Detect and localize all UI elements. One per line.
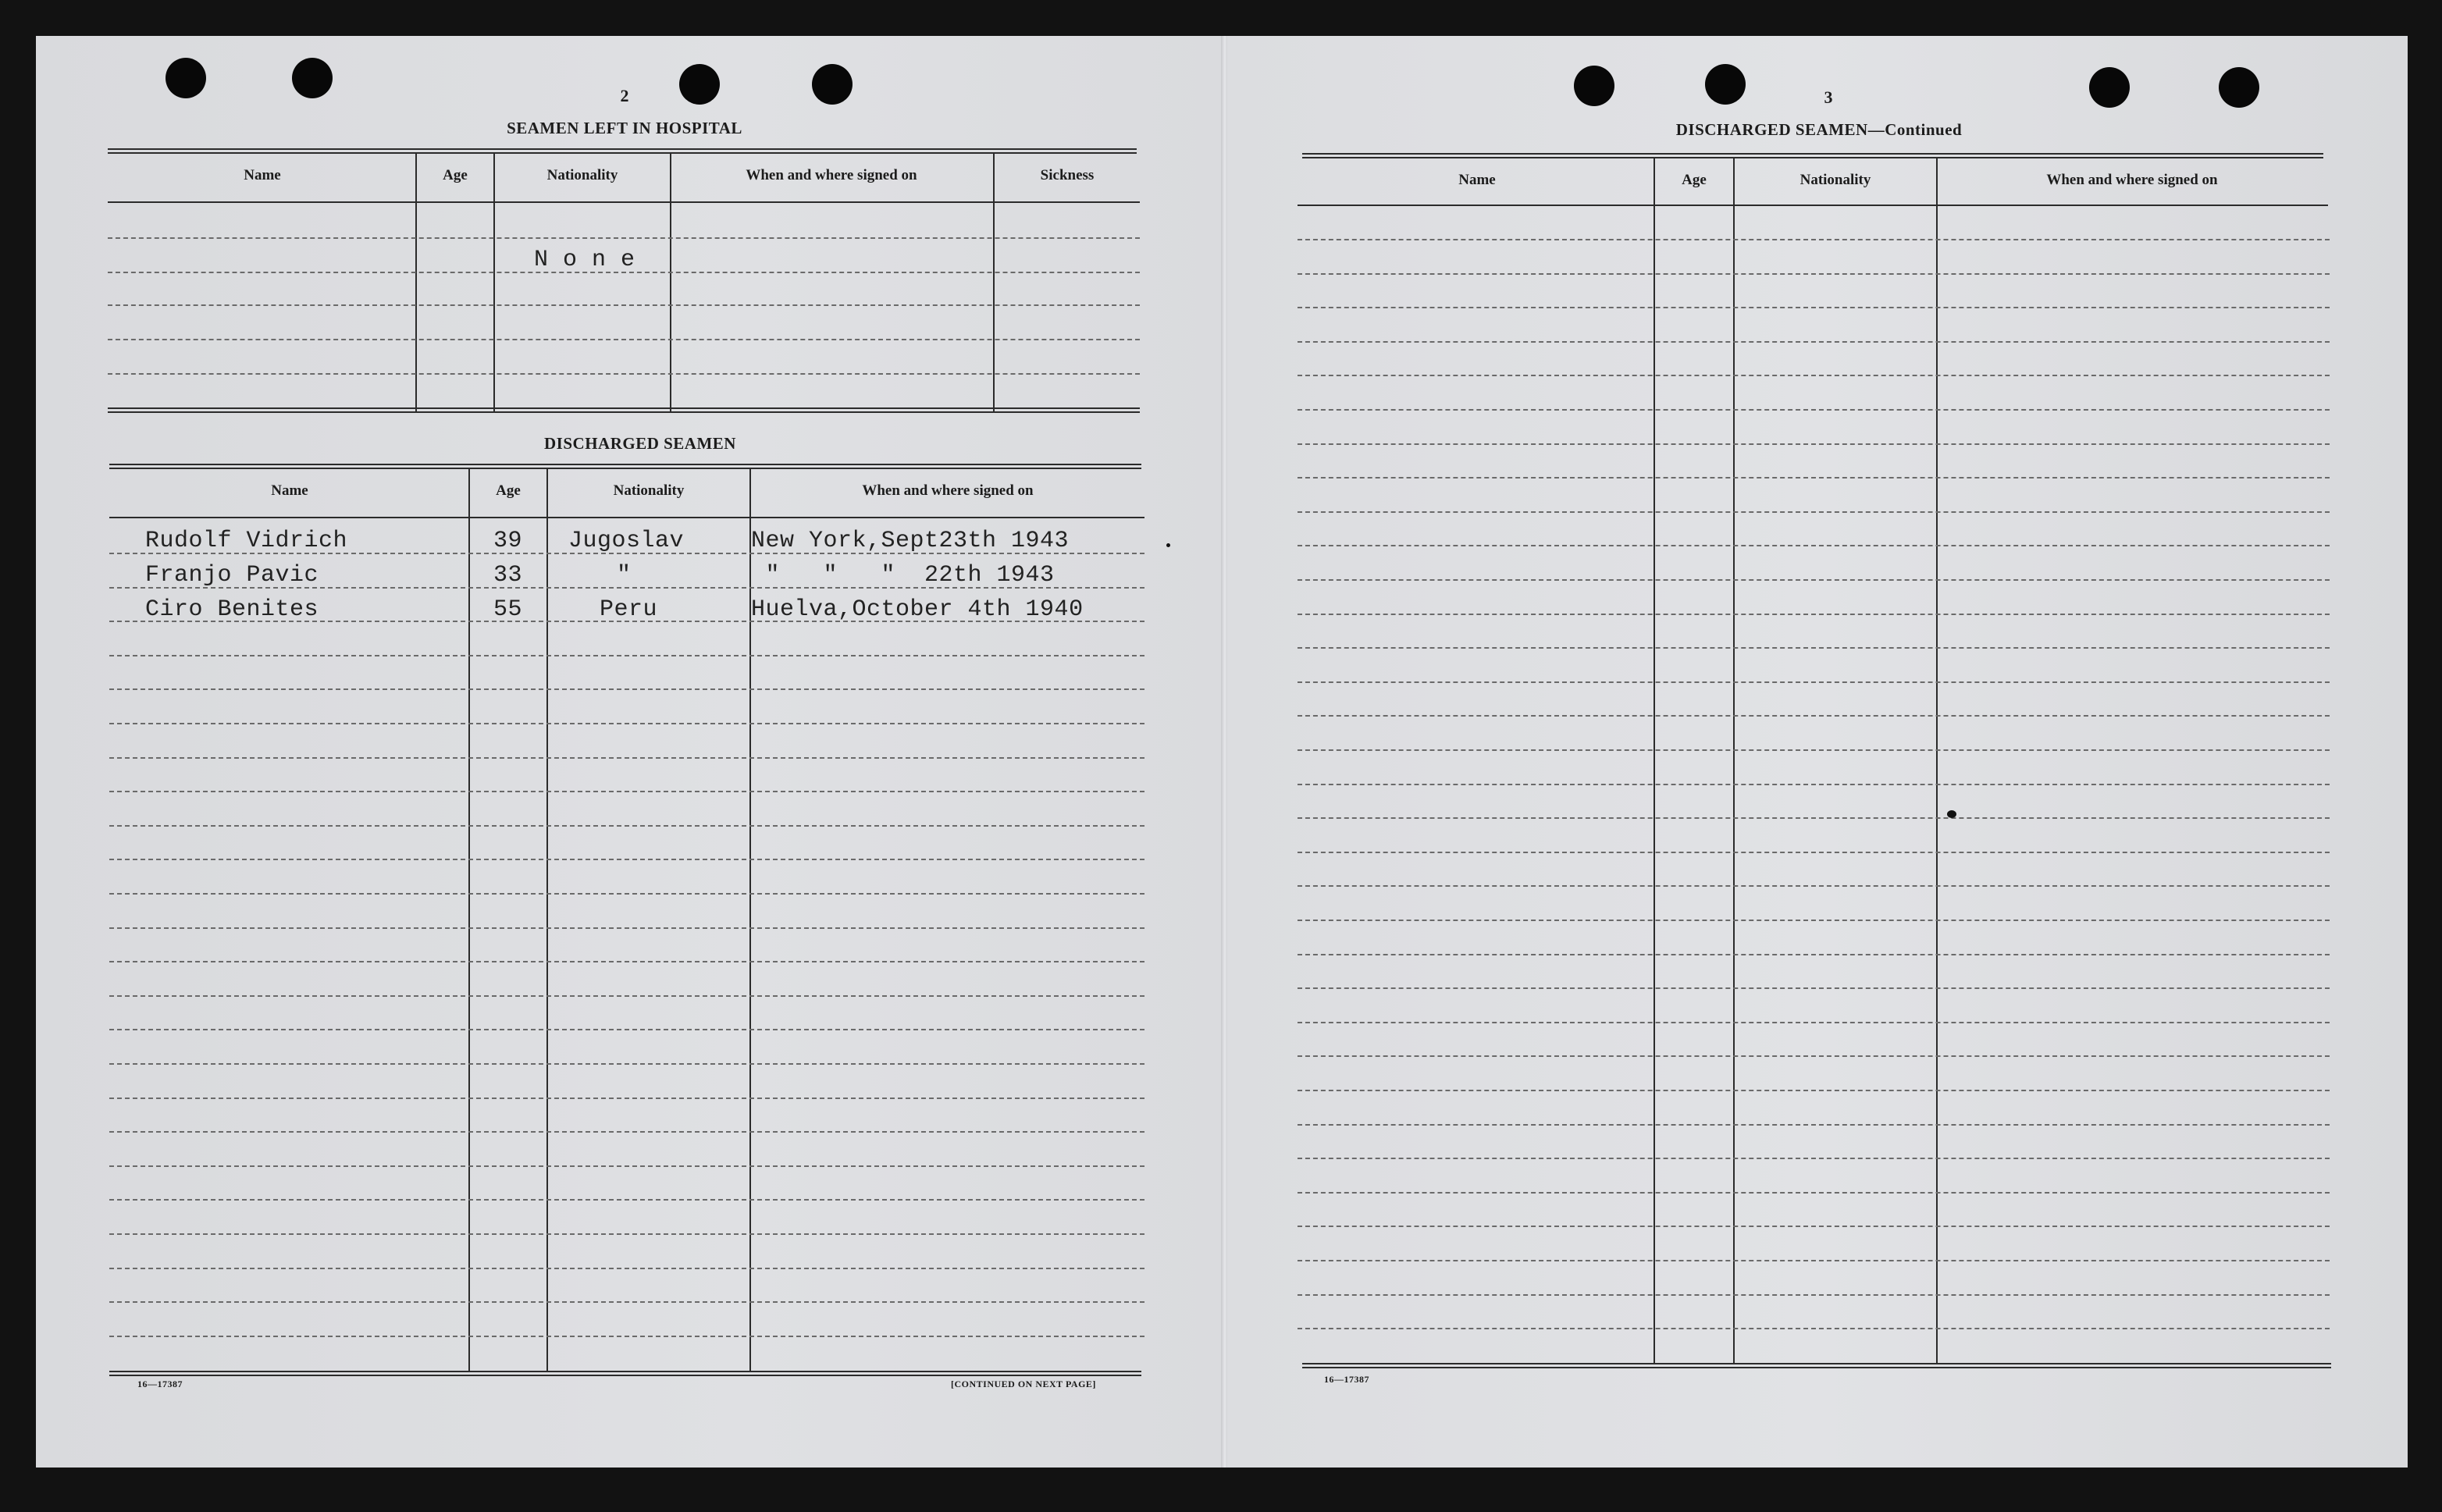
row-rule (1298, 987, 2330, 989)
title-text: DISCHARGED SEAMEN (1675, 120, 1868, 139)
row-rule (109, 1165, 1144, 1167)
punch-hole (292, 58, 333, 98)
row-rule (1298, 477, 2330, 479)
row-rule (1298, 1192, 2330, 1194)
table-rule (1298, 205, 2328, 206)
row-rule (109, 859, 1144, 860)
row-rule (109, 1301, 1144, 1303)
row-rule (1298, 1124, 2330, 1126)
row-rule (1298, 885, 2330, 887)
column-header-signed-on: When and where signed on (862, 482, 1034, 499)
row-rule (1298, 273, 2330, 275)
table-rule (109, 517, 1144, 518)
row-rule (1298, 954, 2330, 955)
row-rule (1298, 1294, 2330, 1296)
form-number: 16—17387 (1324, 1374, 1369, 1385)
row-rule (109, 825, 1144, 827)
row-rule (1298, 920, 2330, 921)
table-rule (108, 201, 1140, 203)
row-rule (108, 304, 1140, 306)
seaman-signed-on: New York,Sept23th 1943 (751, 528, 1070, 554)
page-number: 3 (1824, 87, 1833, 107)
row-rule (109, 1199, 1144, 1201)
column-header-nationality: Nationality (613, 482, 685, 499)
title-suffix: —Continued (1867, 120, 1963, 139)
row-rule (109, 1233, 1144, 1235)
row-rule (1298, 1226, 2330, 1227)
row-rule (1298, 784, 2330, 785)
row-rule (1298, 307, 2330, 308)
hospital-entry: N o n e (534, 247, 635, 273)
column-header-age: Age (443, 167, 468, 183)
seaman-name: Franjo Pavic (145, 562, 319, 589)
column-header-sickness: Sickness (1040, 167, 1095, 183)
table-rule (108, 407, 1140, 413)
row-rule (109, 995, 1144, 997)
seaman-signed-on: " " " 22th 1943 (751, 562, 1055, 589)
column-header-signed-on: When and where signed on (2046, 172, 2218, 188)
punch-hole (166, 58, 206, 98)
row-rule (1298, 681, 2330, 683)
row-rule (109, 1131, 1144, 1133)
row-rule (1298, 817, 2330, 819)
table-rule (109, 464, 1141, 469)
row-rule (109, 1029, 1144, 1030)
continued-note: [CONTINUED ON NEXT PAGE] (951, 1379, 1096, 1389)
row-rule (1298, 375, 2330, 376)
ink-speck (1166, 543, 1170, 547)
row-rule (109, 655, 1144, 656)
seaman-nationality: " (617, 562, 632, 589)
row-rule (1298, 1090, 2330, 1091)
row-rule (109, 688, 1144, 690)
seaman-nationality: Peru (600, 596, 658, 623)
row-rule (1298, 1055, 2330, 1057)
form-number: 16—17387 (137, 1379, 183, 1389)
column-header-name: Name (271, 482, 308, 499)
row-rule (108, 237, 1140, 239)
column-header-age: Age (1682, 172, 1707, 188)
seaman-age: 33 (493, 562, 523, 589)
punch-hole (1705, 64, 1746, 105)
row-rule (109, 961, 1144, 962)
row-rule (109, 927, 1144, 929)
row-rule (1298, 1328, 2330, 1329)
column-header-nationality: Nationality (546, 167, 618, 183)
table-rule (1302, 153, 2323, 158)
row-rule (108, 373, 1140, 375)
column-divider (468, 468, 470, 1371)
row-rule (1298, 443, 2330, 445)
row-rule (109, 723, 1144, 724)
row-rule (1298, 239, 2330, 240)
row-rule (109, 893, 1144, 895)
seaman-age: 55 (493, 596, 523, 623)
column-divider (1733, 158, 1735, 1363)
seaman-signed-on: Huelva,October 4th 1940 (751, 596, 1084, 623)
row-rule (109, 757, 1144, 759)
discharged-continued-title (1577, 120, 2061, 140)
table-rule (108, 148, 1137, 154)
seaman-age: 39 (493, 528, 523, 554)
row-rule (109, 1268, 1144, 1269)
row-rule (109, 791, 1144, 792)
punch-hole (679, 64, 720, 105)
column-header-name: Name (244, 167, 281, 183)
row-rule (1298, 715, 2330, 717)
column-header-signed-on: When and where signed on (746, 167, 917, 183)
column-divider (1936, 158, 1938, 1363)
row-rule (1298, 545, 2330, 546)
hospital-table-title: SEAMEN LEFT IN HOSPITAL (507, 119, 742, 137)
punch-hole (2219, 67, 2259, 108)
right-page (1227, 36, 2408, 1468)
discharged-table-title: DISCHARGED SEAMEN (544, 434, 736, 453)
seaman-name: Ciro Benites (145, 596, 319, 623)
page-number: 2 (620, 86, 629, 105)
row-rule (1298, 341, 2330, 343)
row-rule (109, 1098, 1144, 1099)
seaman-name: Rudolf Vidrich (145, 528, 348, 554)
punch-hole (1574, 66, 1614, 106)
row-rule (1298, 647, 2330, 649)
row-rule (1298, 1260, 2330, 1261)
column-header-age: Age (496, 482, 521, 499)
punch-hole (2089, 67, 2130, 108)
row-rule (1298, 579, 2330, 581)
ink-speck (1947, 810, 1956, 818)
column-divider (1654, 158, 1655, 1363)
column-header-name: Name (1458, 172, 1496, 188)
row-rule (109, 1063, 1144, 1065)
row-rule (108, 339, 1140, 340)
table-rule (109, 1371, 1141, 1376)
column-divider (546, 468, 548, 1371)
row-rule (1298, 1022, 2330, 1023)
column-header-nationality: Nationality (1799, 172, 1871, 188)
table-rule (1302, 1363, 2331, 1368)
row-rule (1298, 409, 2330, 411)
punch-hole (812, 64, 853, 105)
row-rule (1298, 1158, 2330, 1159)
row-rule (1298, 852, 2330, 853)
seaman-nationality: Jugoslav (568, 528, 685, 554)
row-rule (1298, 749, 2330, 751)
row-rule (109, 1336, 1144, 1337)
row-rule (1298, 511, 2330, 513)
row-rule (1298, 614, 2330, 615)
